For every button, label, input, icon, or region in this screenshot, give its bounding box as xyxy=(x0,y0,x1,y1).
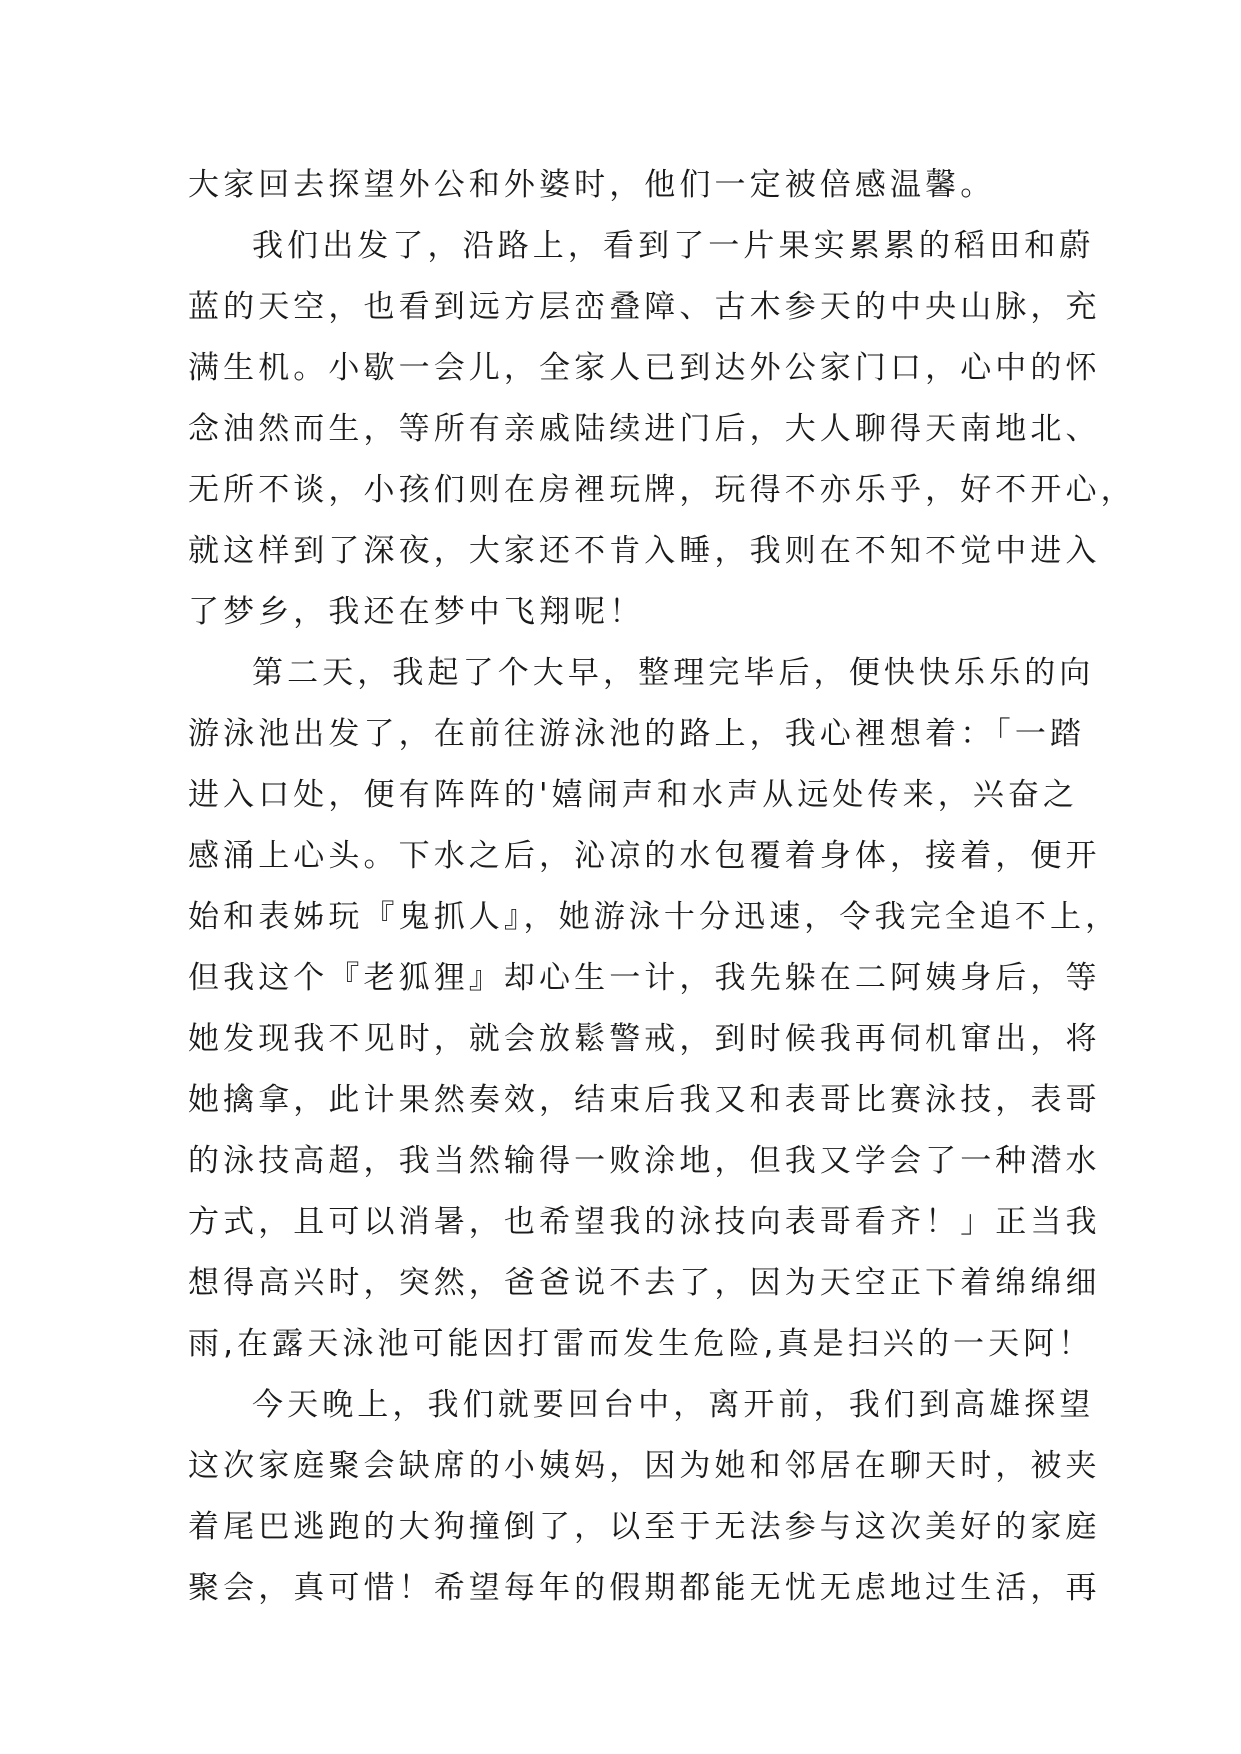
text-line: 今天晚上，我们就要回台中，离开前，我们到高雄探望 xyxy=(252,1387,1095,1423)
text-line: 雨,在露天泳池可能因打雷而发生危险,真是扫兴的一天阿！ xyxy=(188,1326,1094,1362)
text-line: 进入口处，便有阵阵的'嬉闹声和水声从远处传来，兴奋之 xyxy=(188,777,1079,813)
text-line: 满生机。小歇一会儿，全家人已到达外公家门口，心中的怀 xyxy=(188,350,1101,386)
text-line: 念油然而生，等所有亲戚陆续进门后，大人聊得天南地北、 xyxy=(188,411,1101,447)
text-line: 我们出发了，沿路上，看到了一片果实累累的稻田和蔚 xyxy=(252,228,1095,264)
text-line: 就这样到了深夜，大家还不肯入睡，我则在不知不觉中进入 xyxy=(188,533,1101,569)
text-line: 这次家庭聚会缺席的小姨妈，因为她和邻居在聊天时，被夹 xyxy=(188,1448,1101,1484)
text-line: 始和表姊玩『鬼抓人』，她游泳十分迅速，令我完全追不上， xyxy=(188,899,1121,935)
text-line: 游泳池出发了，在前往游泳池的路上，我心裡想着：「一踏 xyxy=(188,716,1086,752)
text-line: 着尾巴逃跑的大狗撞倒了，以至于无法参与这次美好的家庭 xyxy=(188,1509,1101,1545)
text-line: 蓝的天空，也看到远方层峦叠障、古木参天的中央山脉，充 xyxy=(188,289,1101,325)
text-line: 无所不谈，小孩们则在房裡玩牌，玩得不亦乐乎，好不开心， xyxy=(188,472,1136,508)
text-line: 第二天，我起了个大早，整理完毕后，便快快乐乐的向 xyxy=(252,655,1095,691)
text-line: 但我这个『老狐狸』却心生一计，我先躲在二阿姨身后，等 xyxy=(188,960,1101,996)
text-line: 想得高兴时，突然，爸爸说不去了，因为天空正下着绵绵细 xyxy=(188,1265,1101,1301)
text-line: 聚会，真可惜！希望每年的假期都能无忧无虑地过生活，再 xyxy=(188,1570,1101,1606)
text-line: 了梦乡，我还在梦中飞翔呢！ xyxy=(188,594,645,630)
text-line: 她发现我不见时，就会放鬆警戒，到时候我再伺机窜出，将 xyxy=(188,1021,1101,1057)
body-text xyxy=(188,155,1136,1619)
text-line: 她擒拿，此计果然奏效，结束后我又和表哥比赛泳技，表哥 xyxy=(188,1082,1101,1118)
text-line: 方式，且可以消暑，也希望我的泳技向表哥看齐！」正当我 xyxy=(188,1204,1101,1240)
text-line: 大家回去探望外公和外婆时，他们一定被倍感温馨。 xyxy=(188,167,996,203)
text-line: 的泳技高超，我当然输得一败涂地，但我又学会了一种潜水 xyxy=(188,1143,1101,1179)
text-line: 感涌上心头。下水之后，沁凉的水包覆着身体，接着，便开 xyxy=(188,838,1101,874)
